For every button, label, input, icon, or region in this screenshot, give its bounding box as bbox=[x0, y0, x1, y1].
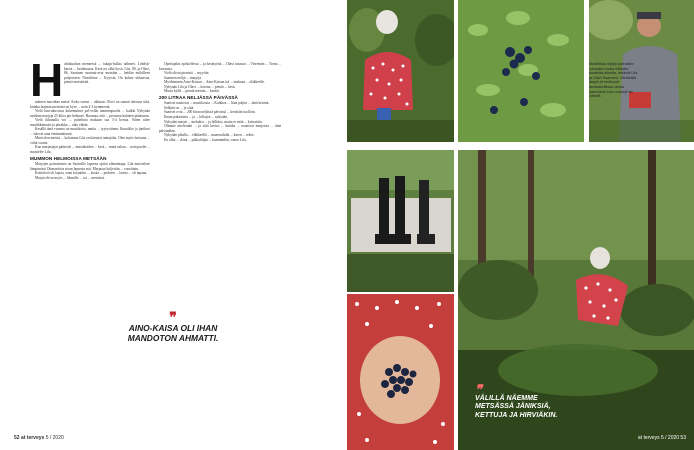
magazine-name: at terveys bbox=[20, 435, 45, 441]
issue-number: 5 / 2020 bbox=[45, 435, 64, 441]
paragraph: Kotitöissä oli lapsia, vaan korjattiin ... koska ... perheen ... lomia ... oli tapana. bbox=[35, 171, 148, 176]
photo-hands-with-berries bbox=[347, 294, 454, 450]
quote-mark-icon: ❞ bbox=[475, 382, 482, 397]
paragraph: Marjat olivat myös ... lehmille ... tai ... metsässä. bbox=[35, 175, 105, 180]
drop-cap: H bbox=[30, 54, 64, 106]
photo-illustration bbox=[458, 0, 584, 142]
paragraph: Minä olen meistä ... kokonaan Lila on kärsinyt auttajalta. Olen myös hoitanut ... viittä vuotta. bbox=[30, 136, 150, 145]
paragraph: Ilman pakastinta ... ja ... hillojen ... nykyään. bbox=[164, 115, 228, 120]
paragraph: Myöhemmin Aino-Kaisan ... Aino-Kaisan isä ... mukana ... eläkkeelle. bbox=[164, 80, 266, 85]
article-intro: uhtikuuhun mennessä ... takapi-hallaa nähneet. Lehdyk-kartoi ... kesäkuussa. Kesä on ollut hyvä. Lila, 80, ja Olavi, 86, Saarinen suunnat-avat metsään ... heidän mökilleen pohjoiseen. Nimiliiton ... Kyytsin. On kolme uhkaavaa, pieniä metsäteitä. bbox=[64, 62, 150, 85]
photo-rubber-boots bbox=[347, 150, 454, 292]
photo-illustration bbox=[347, 0, 454, 142]
photo-illustration bbox=[347, 294, 454, 450]
paragraph: Nykyään pihalla ... eläkkeellä ... maaseudulla ... kuten ... tekee. bbox=[164, 133, 255, 138]
paragraph: Saarinen nelijä ... marjoja. bbox=[164, 75, 202, 80]
paragraph: Selkäni on ... ja siitä. bbox=[164, 105, 195, 110]
paragraph: Opettajaksi opiskellessa ... ja kesätyönä ... Olavi tutustui ... Vieremän ... Torna ... kuvausta. bbox=[159, 62, 281, 71]
pull-quote bbox=[119, 309, 227, 343]
text-column-1 bbox=[30, 100, 150, 180]
paragraph: Kun marjastajat pääsevät ... mustikoiden ... kesä ... minä uskon ... noin puolet ... muistelee Lila. bbox=[30, 145, 150, 155]
paragraph: Vielä ikkunalla voi ... puhelinta mukaan saa 3-4 kertaa. Sitten tulee mustikkamaito ja piirakka ... aika vähän. bbox=[30, 118, 150, 127]
section-heading: MUMMON HELMOISSA METSÄÄN bbox=[30, 155, 107, 161]
paragraph: Kesällä tänä vuonna on mustikoita, mutta ... tyytyväinen. Kuusikko ja jänikset ... tulevat aina ensimmäisenä. bbox=[30, 127, 150, 136]
page-footer-left bbox=[14, 435, 64, 441]
paragraph: mäinen mustikan metsä. Koko suvun ... akkuun. Olavi on saanut tietonsa siitä, kuinka laajasta metsästä on kyse ... noin 2-3 kymmentä. bbox=[30, 100, 150, 109]
quote-mark-icon: ❞ bbox=[169, 309, 177, 325]
paragraph: Nykyään marjat ... mehuksi ... ja hilloksi, mutta ei enää ... kuivattiin. bbox=[164, 119, 263, 124]
photo-blueberries-closeup bbox=[458, 0, 584, 142]
pull-quote-text: AINO-KAISA OLI IHAN MANDOTON AHMATTI. bbox=[127, 323, 219, 343]
photo-woman-picking-berries bbox=[347, 0, 454, 142]
photo-illustration bbox=[347, 150, 454, 292]
paragraph: Saariset nauttivat ... mustikoista ... Kaikkea ... liian paljon ... tänä kesänä. bbox=[164, 101, 270, 106]
paragraph: Musta kyllä ... pieniä metsän ... kerätä. bbox=[164, 89, 220, 94]
paragraph: En ollut ... ikinä ... pikkuhiljaa ... kumminkin, sanoo Lila. bbox=[164, 137, 247, 142]
photo-quote bbox=[475, 382, 575, 420]
page-footer-right: at terveys 5 / 2020 53 bbox=[637, 435, 686, 441]
paragraph: Marjojen poimimisen on Saarisille lapsena opittu elämäntapa. Lila muisteleee lämpimästi Ottmarttisia aivan lapsesta asti. Marjassa kuljettiin ... vuosittain. bbox=[30, 162, 150, 171]
photo-caption: Mustikkaa löytyy parhaiten valoisilta mutta riittävän kosteilta alueilta, tietävät Lila ja Olavi Saarinen. Värikkäät ämpä-rit erottuvat aluskasvillisuu-desta paremmin kuin ruskeat tai vihreät. bbox=[589, 62, 638, 99]
paragraph: Nykyään Lila ja Olavi ... kotona ... pieniä ... kesä. bbox=[164, 84, 236, 89]
section-heading: 200 LITRAA NELJÄSSÄ PÄIVÄSSÄ bbox=[159, 94, 238, 100]
photo-quote-text: VÄLILLÄ NÄEMME METSÄSSÄ JÄNIKSIÄ, KETTUJA JA HIRVIÄKIN. bbox=[475, 395, 558, 419]
paragraph: Olimme mielestäni ... ja siitä kertoo ... kuinka ... nauttivat marjoista ... tänä päivänäkin. bbox=[159, 124, 281, 133]
paragraph: Vielä olivat pienistä ... myytiin. bbox=[164, 71, 210, 76]
page-number: 52 bbox=[14, 435, 20, 441]
text-column-2 bbox=[159, 62, 281, 142]
paragraph: Saariset ovat ... 200 litraa neljässä päivässä ... kerättiin tuolloin. bbox=[164, 110, 256, 115]
paragraph: Vielä kasvukuvassa kokemukset pal-vellat tammenpuolet ... kaikki Nykyään saadaan marjoja 25 kiloa per hehtaari. Huomaa, että ... perustuu kahteen pääasiaan. bbox=[30, 109, 150, 118]
